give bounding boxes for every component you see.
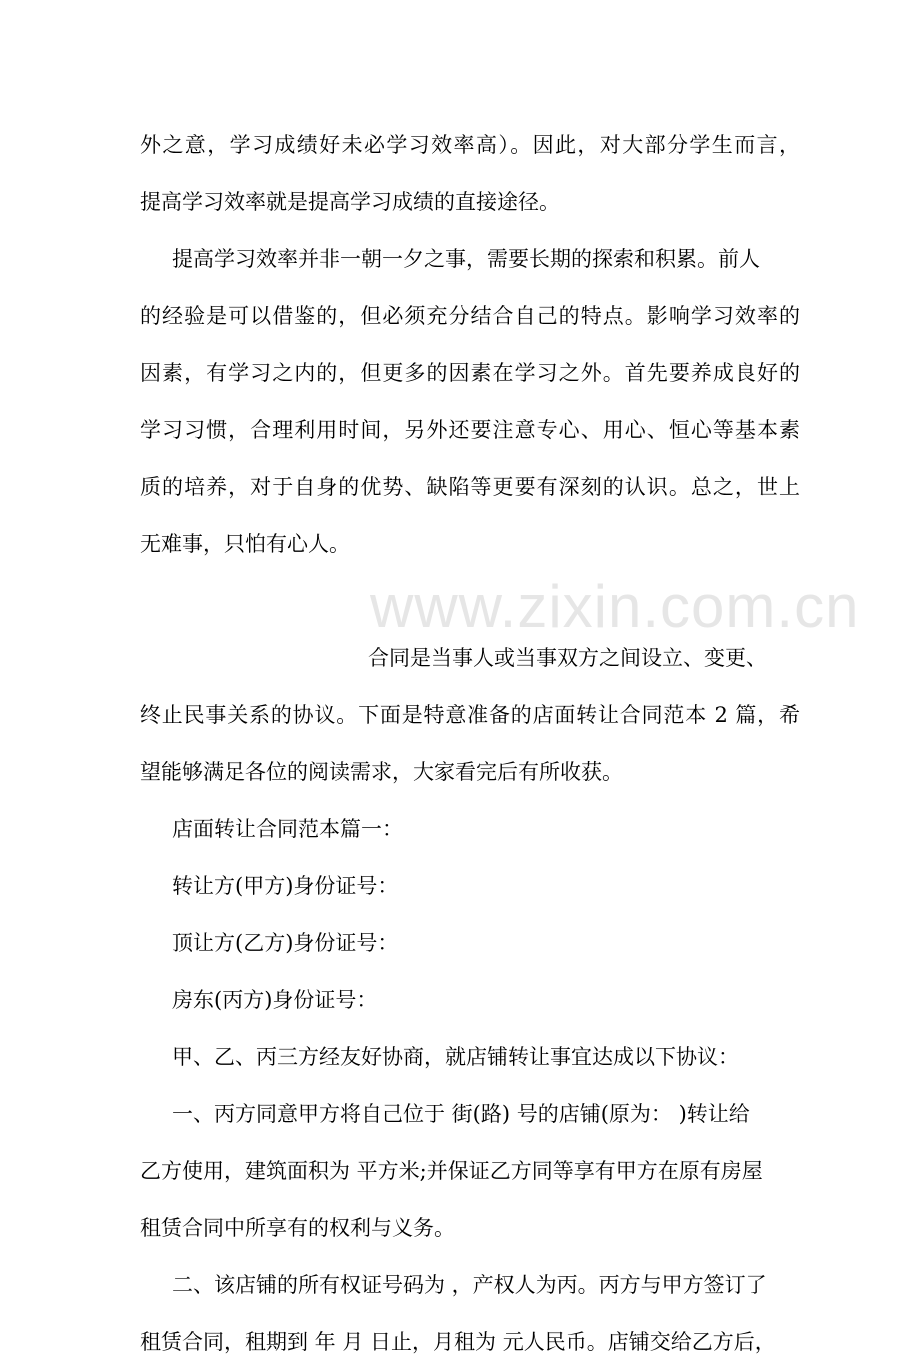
text-line-7: 质的培养，对于自身的优势、缺陷等更要有深刻的认识。总之，世上 xyxy=(140,475,800,499)
clause-one-line-2: 乙方使用，建筑面积为 平方米;并保证乙方同等享有甲方在原有房屋 xyxy=(140,1159,763,1183)
text-line-10: 终止民事关系的协议。下面是特意准备的店面转让合同范本 2 篇，希 xyxy=(140,703,800,727)
text-line-2: 提高学习效率就是提高学习成绩的直接途径。 xyxy=(140,190,560,214)
text-line-4: 的经验是可以借鉴的，但必须充分结合自己的特点。影响学习效率的 xyxy=(140,304,800,328)
paragraph-gap xyxy=(140,573,800,630)
clause-two-line-1: 二、该店铺的所有权证号码为 ，产权人为丙。丙方与甲方签订了 xyxy=(172,1273,767,1297)
text-line-11: 望能够满足各位的阅读需求，大家看完后有所收获。 xyxy=(140,760,623,784)
text-line-5: 因素，有学习之内的，但更多的因素在学习之外。首先要养成良好的 xyxy=(140,361,800,385)
document-body xyxy=(140,117,860,1371)
clause-one-line-3: 租赁合同中所享有的权利与义务。 xyxy=(140,1216,455,1240)
text-line-1: 外之意，学习成绩好未必学习效率高）。因此，对大部分学生而言， xyxy=(140,133,800,157)
text-line-16: 甲、乙、丙三方经友好协商，就店铺转让事宜达成以下协议： xyxy=(172,1045,739,1069)
clause-one-line-1: 一、丙方同意甲方将自己位于 街(路) 号的店铺(原为： )转让给 xyxy=(172,1102,750,1126)
text-line-6: 学习习惯，合理利用时间，另外还要注意专心、用心、恒心等基本素 xyxy=(140,418,800,442)
transferee-id-line: 顶让方(乙方)身份证号： xyxy=(172,931,399,955)
watermark: www.zixin.com.cn xyxy=(370,573,860,640)
text-line-3: 提高学习效率并非一朝一夕之事，需要长期的探索和积累。前人 xyxy=(172,247,760,271)
transferor-id-line: 转让方(甲方)身份证号： xyxy=(172,874,399,898)
landlord-id-line: 房东(丙方)身份证号： xyxy=(172,988,378,1012)
text-line-8: 无难事，只怕有心人。 xyxy=(140,532,350,556)
text-line-9: 合同是当事人或当事双方之间设立、变更、 xyxy=(368,646,767,670)
contract-heading: 店面转让合同范本篇一： xyxy=(172,817,403,841)
clause-two-line-2: 租赁合同，租期到 年 月 日止，月租为 元人民币。店铺交给乙方后， xyxy=(140,1330,776,1354)
